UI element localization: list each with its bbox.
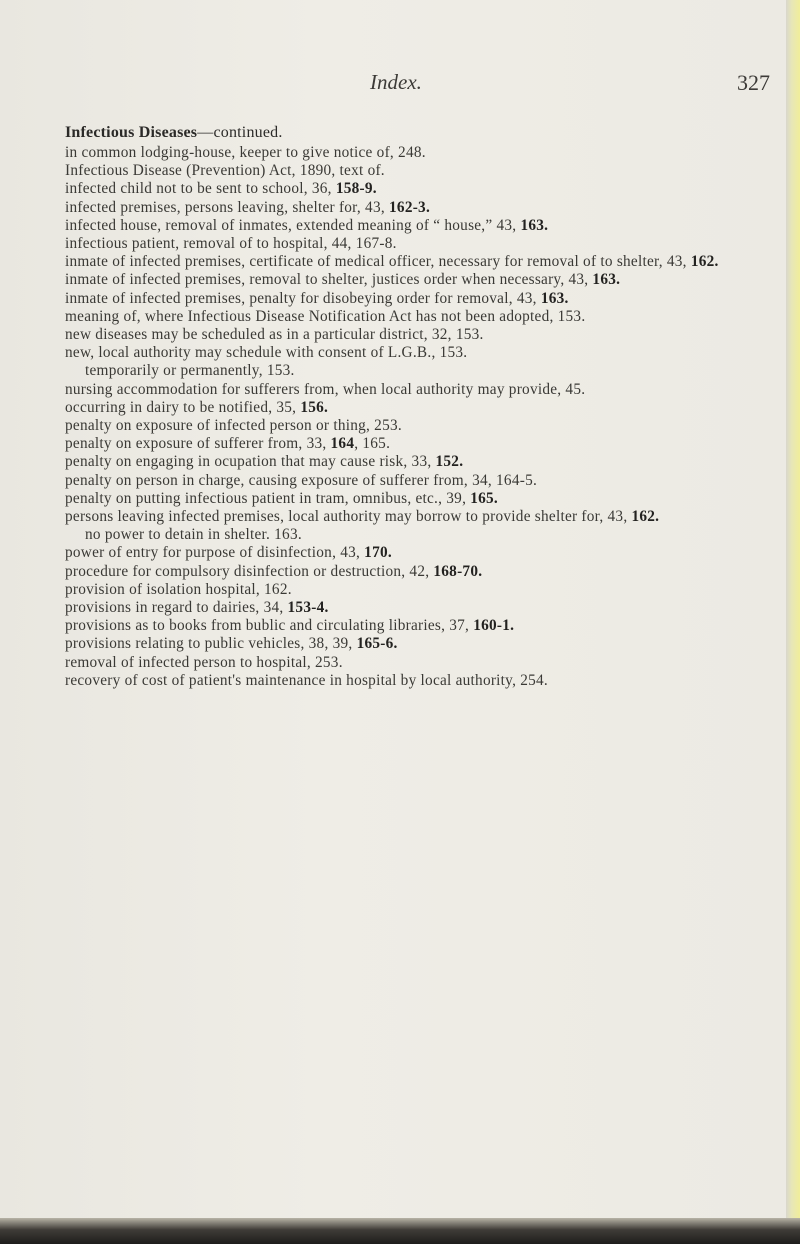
- subentry-text: infected house, removal of inmates, extended meaning of “ house,” 43,: [65, 216, 521, 234]
- subentry-text: occurring in dairy to be notified, 35,: [65, 398, 301, 416]
- subentry-text: nursing accommodation for sufferers from, when local authority may provide, 45.: [65, 380, 586, 398]
- subentry-page-ref: 160-1.: [473, 617, 515, 635]
- subentry-page-ref: 170.: [364, 544, 392, 562]
- index-subentry: [65, 581, 790, 599]
- index-subentry: [65, 253, 790, 271]
- subentry-page-ref: 164: [330, 435, 355, 453]
- subentry-page-ref: 162-3.: [389, 198, 431, 216]
- subentry-text: inmate of infected premises, penalty for disobeying order for removal, 43,: [65, 289, 541, 307]
- index-subentry: [65, 162, 790, 180]
- page-number: 327: [737, 70, 770, 95]
- subentry-text-after: , 165.: [354, 435, 391, 453]
- index-subentry: [65, 435, 790, 453]
- subentry-text: power of entry for purpose of disinfection, 43,: [65, 544, 365, 562]
- subentry-text: penalty on exposure of infected person or thing, 253.: [65, 417, 402, 435]
- index-subentry: [65, 199, 790, 217]
- subentry-page-ref: 153-4.: [287, 599, 329, 617]
- subentry-text: penalty on person in charge, causing exposure of sufferer from, 34, 164-5.: [65, 471, 538, 489]
- subentry-list: [65, 144, 790, 690]
- subentry-page-ref: 163.: [540, 289, 569, 307]
- subentry-page-ref: 163.: [520, 216, 549, 234]
- subentry-text: meaning of, where Infectious Disease Notification Act has not been adopted, 153.: [65, 307, 586, 325]
- index-subentry: [65, 271, 790, 289]
- entry-headword: Infectious Diseases: [65, 124, 198, 141]
- subentry-page-ref: 152.: [435, 453, 464, 471]
- subentry-text: provisions as to books from bublic and circulating libraries, 37,: [65, 617, 474, 635]
- subentry-text: new diseases may be scheduled as in a particular district, 32, 153.: [65, 326, 484, 344]
- index-subentry: [65, 654, 790, 672]
- index-subentry: [65, 399, 790, 417]
- subentry-text: provisions relating to public vehicles, 38, 39,: [65, 635, 357, 653]
- index-subentry: [65, 344, 790, 362]
- index-subentry: [65, 290, 790, 308]
- page-bottom-edge: [0, 1218, 800, 1244]
- index-subentry: [65, 526, 790, 544]
- subentry-text: procedure for compulsory disinfection or destruction, 42,: [65, 562, 434, 580]
- subentry-page-ref: 158-9.: [335, 180, 377, 198]
- index-subentry: [65, 180, 790, 198]
- index-subentry: [65, 235, 790, 253]
- index-subentry: [65, 635, 790, 653]
- index-subentry: [65, 381, 790, 399]
- subentry-text: removal of infected person to hospital, 253.: [65, 653, 343, 671]
- subentry-text: penalty on engaging in ocupation that may cause risk, 33,: [65, 453, 436, 471]
- index-subentry: [65, 472, 790, 490]
- page-header: [0, 70, 800, 110]
- subentry-text: provision of isolation hospital, 162.: [65, 580, 292, 598]
- subentry-text: new, local authority may schedule with consent of L.G.B., 153.: [65, 344, 468, 362]
- index-subentry: [65, 217, 790, 235]
- index-subentry: [65, 490, 790, 508]
- subentry-text: infected premises, persons leaving, shelter for, 43,: [65, 198, 390, 216]
- entry-continued: —continued.: [197, 124, 283, 141]
- index-subentry: [65, 417, 790, 435]
- subentry-page-ref: 163.: [592, 271, 621, 289]
- subentry-text: inmate of infected premises, removal to shelter, justices order when necessary, 43,: [65, 271, 593, 289]
- subentry-page-ref: 162.: [631, 508, 660, 526]
- index-subentry: [65, 599, 790, 617]
- subentry-page-ref: 168-70.: [433, 562, 483, 580]
- index-entry: [65, 122, 790, 690]
- subentry-text: persons leaving infected premises, local authority may borrow to provide shelter for, 43,: [65, 508, 632, 526]
- index-subentry: [65, 362, 790, 380]
- subentry-text: penalty on putting infectious patient in tram, omnibus, etc., 39,: [65, 489, 471, 507]
- subentry-text: provisions in regard to dairies, 34,: [65, 599, 288, 617]
- subentry-text: penalty on exposure of sufferer from, 33,: [65, 435, 331, 453]
- subentry-text: infected child not to be sent to school, 36,: [65, 180, 336, 198]
- index-subentry: [65, 563, 790, 581]
- subentry-page-ref: 165.: [470, 489, 499, 507]
- subentry-text: in common lodging-house, keeper to give notice of, 248.: [65, 144, 426, 161]
- subentry-page-ref: 162.: [690, 253, 719, 271]
- subentry-text: no power to detain in shelter. 163.: [85, 526, 302, 544]
- index-subentry: [65, 453, 790, 471]
- entry-heading: [65, 122, 790, 143]
- index-subentry: [65, 672, 790, 690]
- subentry-page-ref: 156.: [300, 398, 329, 416]
- subentry-text: recovery of cost of patient's maintenance in hospital by local authority, 254.: [65, 671, 549, 689]
- index-subentry: [65, 144, 790, 162]
- subentry-text: inmate of infected premises, certificate of medical officer, necessary for removal of to shelter, 43,: [65, 253, 691, 271]
- index-subentry: [65, 508, 790, 526]
- index-subentry: [65, 308, 790, 326]
- index-subentry: [65, 617, 790, 635]
- index-subentry: [65, 544, 790, 562]
- index-subentry: [65, 326, 790, 344]
- subentry-text: infectious patient, removal of to hospital, 44, 167-8.: [65, 235, 397, 253]
- running-head: Index.: [370, 70, 422, 94]
- subentry-text: Infectious Disease (Prevention) Act, 1890, text of.: [65, 162, 385, 180]
- subentry-page-ref: 165-6.: [356, 635, 398, 653]
- subentry-text: temporarily or permanently, 153.: [85, 362, 295, 380]
